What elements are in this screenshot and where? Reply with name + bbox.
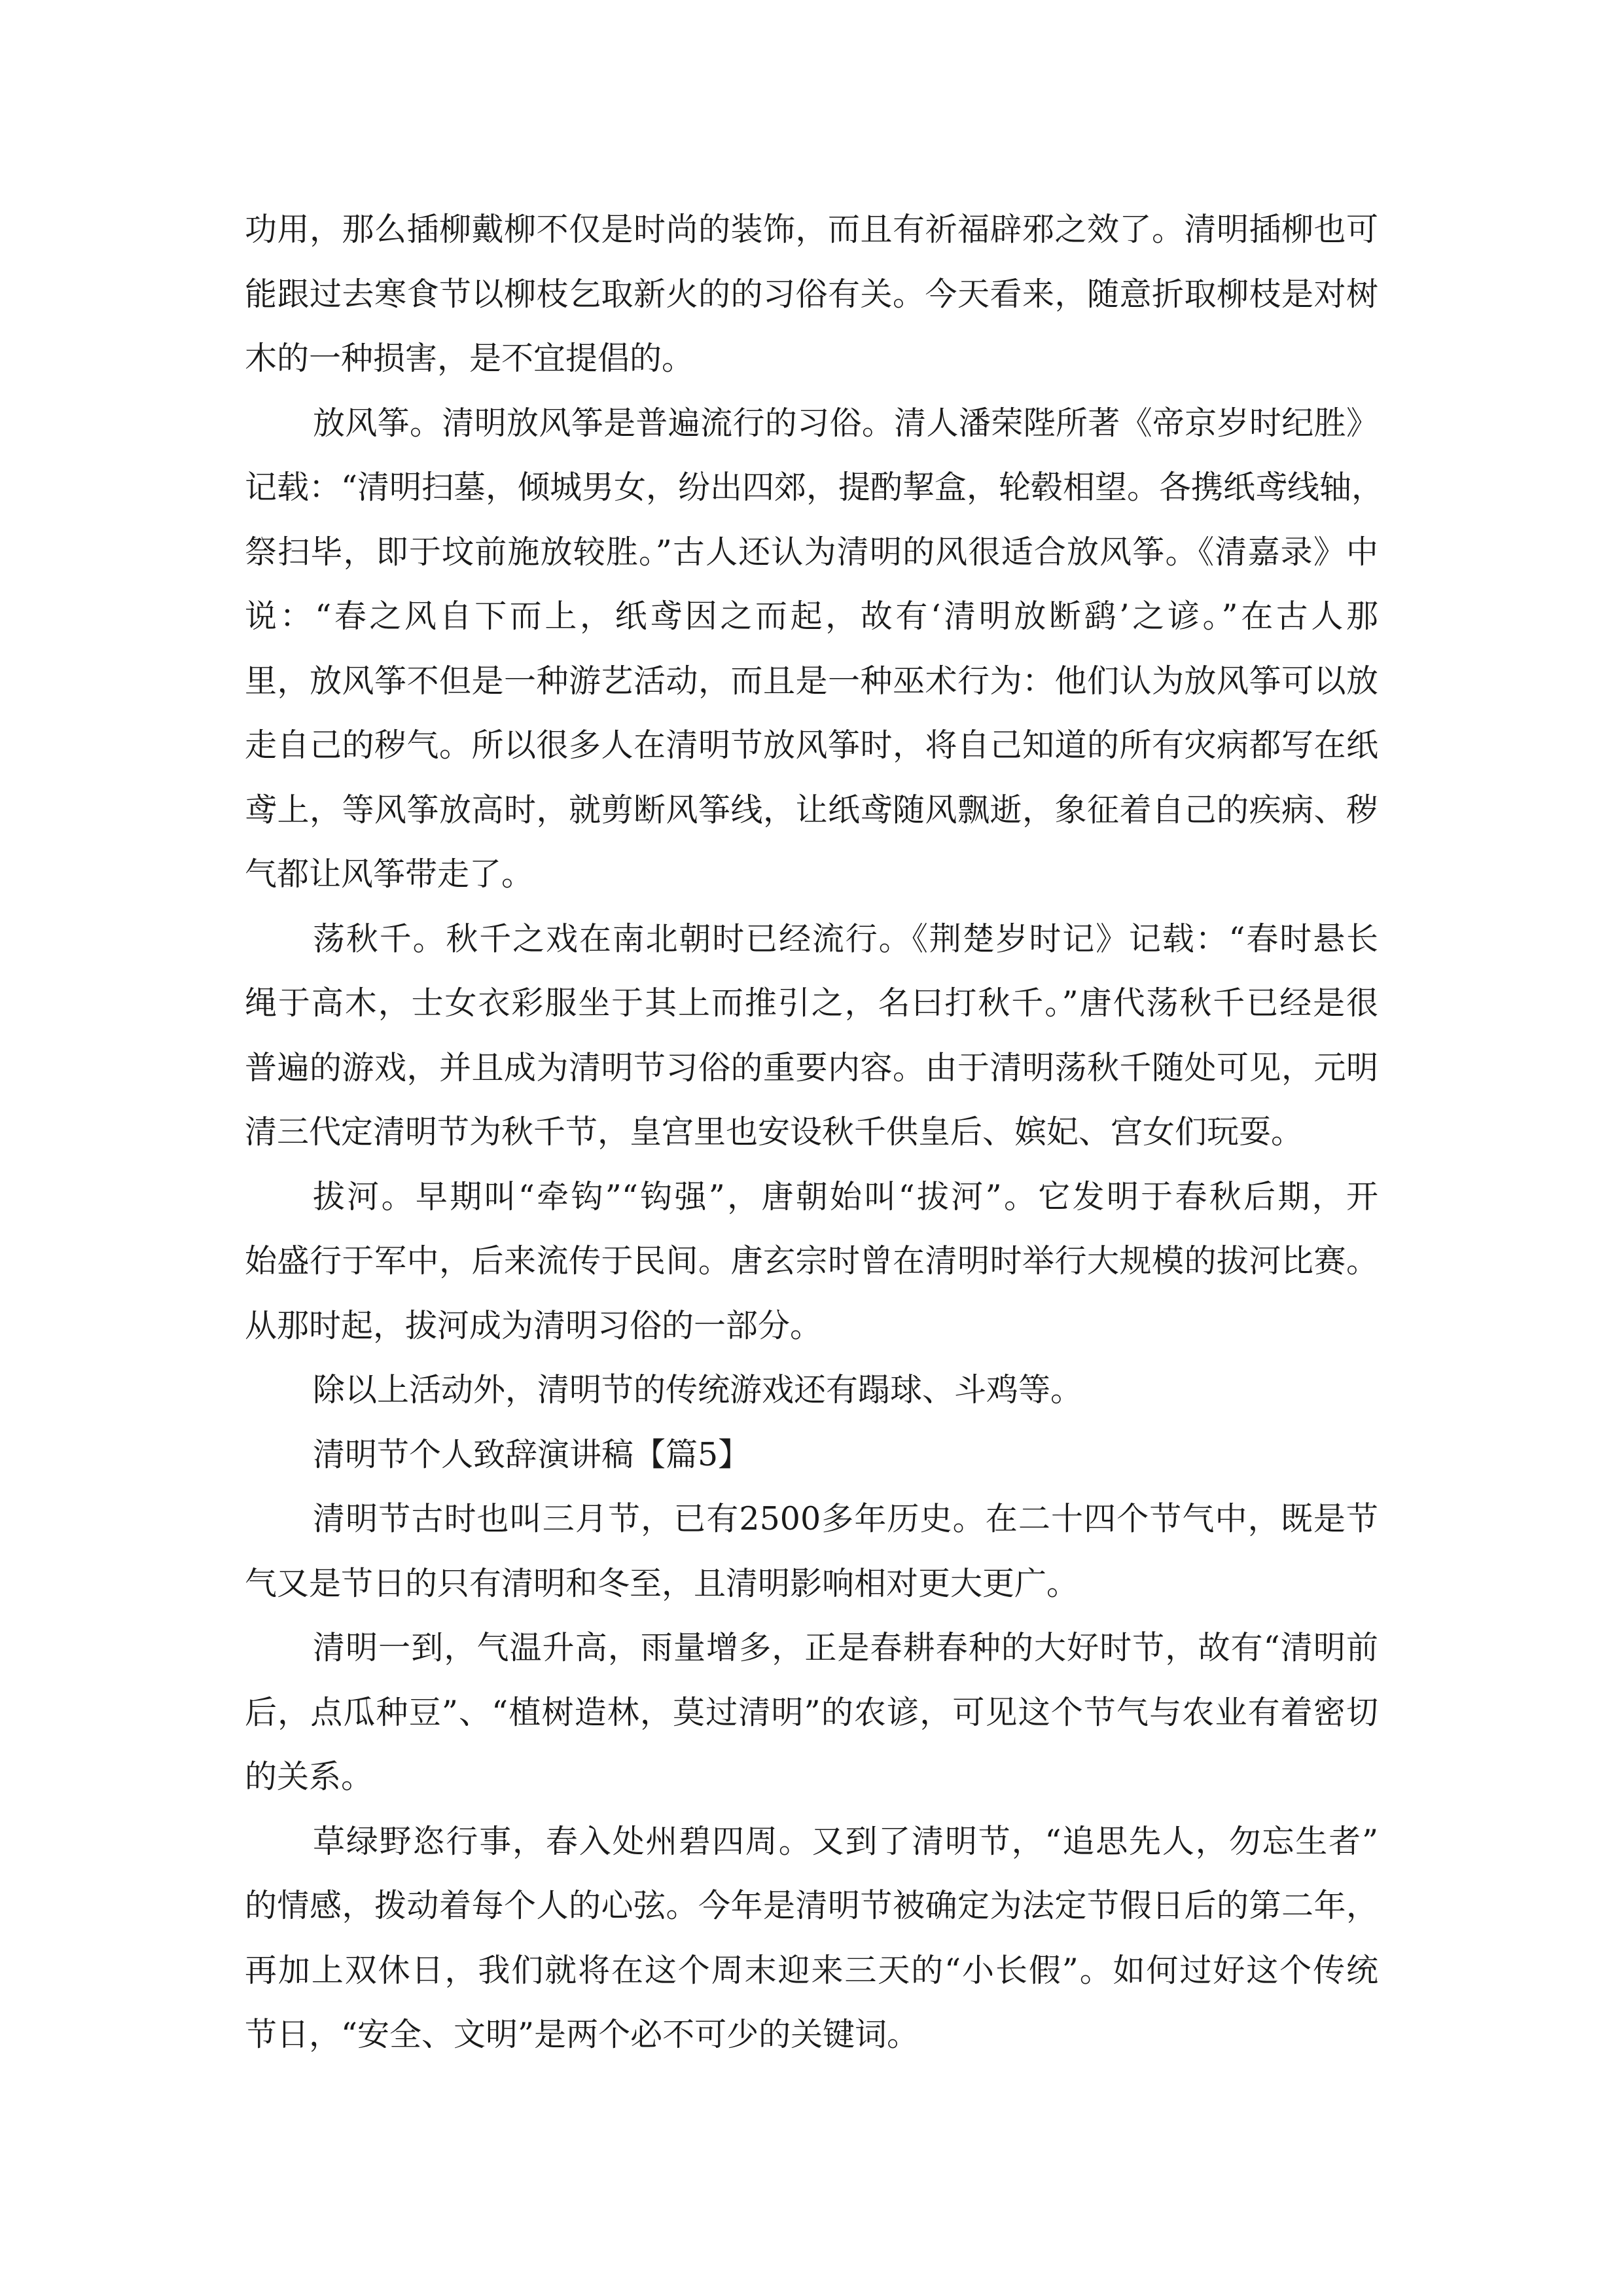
- text-line: 的关系。: [245, 1758, 374, 1795]
- paragraph-third-month-festival: [245, 1487, 1378, 1616]
- section-heading: [245, 1423, 1378, 1488]
- text-line: 拔河。早期叫“牵钩”“钩强”，唐朝始叫“拔河”。它发明于春秋后期，开: [313, 1177, 1378, 1215]
- text-line: 清明一到，气温升高，雨量增多，正是春耕春种的大好时节，故有“清明前: [313, 1629, 1378, 1666]
- paragraph-swing: [245, 907, 1378, 1165]
- text-line: 荡秋千。秋千之戏在南北朝时已经流行。《荆楚岁时记》记载：“春时悬长: [313, 920, 1378, 958]
- text-line: 里，放风筝不但是一种游艺活动，而且是一种巫术行为：他们认为放风筝可以放: [245, 662, 1378, 700]
- text-line: 祭扫毕，即于坟前施放较胜。”古人还认为清明的风很适合放风筝。《清嘉录》中: [245, 533, 1378, 571]
- text-line: 草绿野恣行事，春入处州碧四周。又到了清明节，“追思先人，勿忘生者”: [313, 1822, 1378, 1860]
- text-line: 普遍的游戏，并且成为清明节习俗的重要内容。由于清明荡秋千随处可见，元明: [245, 1049, 1378, 1086]
- text-line: 绳于高木，士女衣彩服坐于其上而推引之，名曰打秋千。”唐代荡秋千已经是很: [245, 984, 1378, 1022]
- text-line: 的情感，拨动着每个人的心弦。今年是清明节被确定为法定节假日后的第二年，: [245, 1887, 1378, 1924]
- text-line: 后，点瓜种豆”、“植树造林，莫过清明”的农谚，可见这个节气与农业有着密切: [245, 1693, 1378, 1731]
- text-line: 木的一种损害，是不宜提倡的。: [245, 340, 694, 377]
- text-line: 能跟过去寒食节以柳枝乞取新火的的习俗有关。今天看来，随意折取柳枝是对树: [245, 275, 1378, 313]
- text-line: 从那时起，拔河成为清明习俗的一部分。: [245, 1306, 823, 1344]
- text-line: 鸢上，等风筝放高时，就剪断风筝线，让纸鸢随风飘逝，象征着自己的疾病、秽: [245, 791, 1378, 829]
- text-line: 清明节古时也叫三月节，已有2500多年历史。在二十四个节气中，既是节: [313, 1500, 1378, 1537]
- body-text: [245, 198, 1384, 2068]
- text-line: 记载：“清明扫墓，倾城男女，纷出四郊，提酌挈盒，轮毂相望。各携纸鸢线轴，: [245, 469, 1384, 506]
- text-line: 再加上双休日，我们就将在这个周末迎来三天的“小长假”。如何过好这个传统: [245, 1951, 1378, 1989]
- text-line: 放风筝。清明放风筝是普遍流行的习俗。清人潘荣陛所著《帝京岁时纪胜》: [313, 404, 1378, 442]
- text-line: 功用，那么插柳戴柳不仅是时尚的装饰，而且有祈福辟邪之效了。清明插柳也可: [245, 211, 1378, 248]
- text-line: 节日，“安全、文明”是两个必不可少的关键词。: [245, 2016, 919, 2053]
- paragraph-spring-farming: [245, 1616, 1378, 1810]
- paragraph-willow-continued: [245, 198, 1378, 391]
- paragraph-other-games: [245, 1358, 1378, 1423]
- paragraph-holiday: [245, 1810, 1378, 2068]
- text-line: 气又是节日的只有清明和冬至，且清明影响相对更大更广。: [245, 1564, 1079, 1602]
- text-line: 除以上活动外，清明节的传统游戏还有蹋球、斗鸡等。: [313, 1371, 1083, 1408]
- paragraph-kite: [245, 391, 1384, 907]
- section-title: 清明节个人致辞演讲稿【篇5】: [313, 1435, 751, 1473]
- text-line: 始盛行于军中，后来流传于民间。唐玄宗时曾在清明时举行大规模的拔河比赛。: [245, 1242, 1378, 1280]
- paragraph-tug-of-war: [245, 1165, 1378, 1359]
- text-line: 说：“春之风自下而上，纸鸢因之而起，故有‘清明放断鹞’之谚。”在古人那: [245, 598, 1378, 635]
- text-line: 清三代定清明节为秋千节，皇宫里也安设秋千供皇后、嫔妃、宫女们玩耍。: [245, 1113, 1304, 1151]
- text-line: 走自己的秽气。所以很多人在清明节放风筝时，将自己知道的所有灾病都写在纸: [245, 726, 1378, 764]
- text-line: 气都让风筝带走了。: [245, 855, 534, 893]
